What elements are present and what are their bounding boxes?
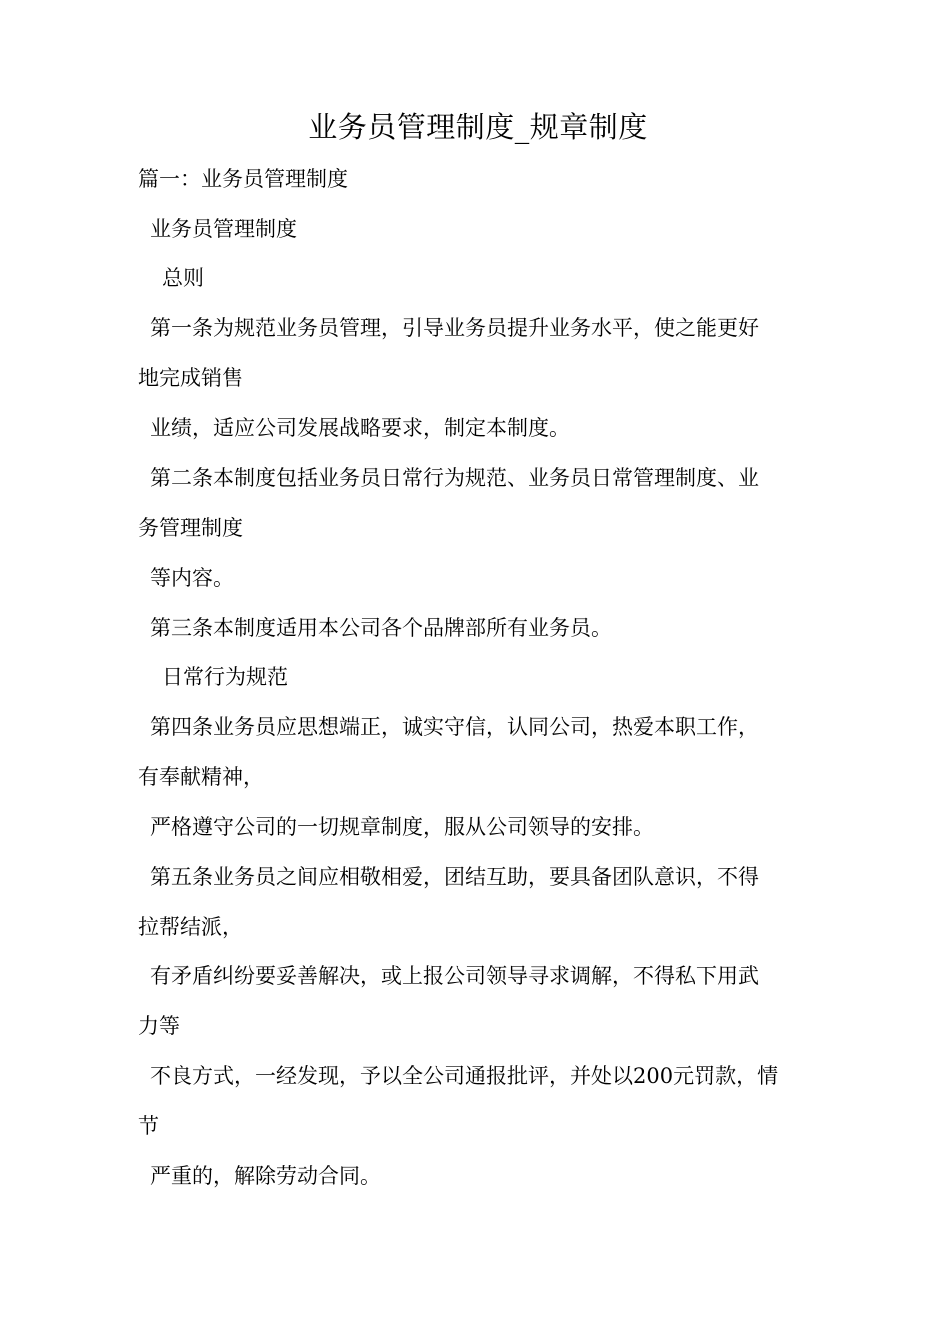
paragraph-line: 节 bbox=[138, 1114, 159, 1138]
subsection-title: 业务员管理制度 bbox=[150, 217, 297, 241]
chapter-heading-general: 总则 bbox=[162, 266, 204, 290]
paragraph-line: 不良方式，一经发现，予以全公司通报批评，并处以200元罚款，情 bbox=[150, 1064, 779, 1088]
paragraph-line: 第二条本制度包括业务员日常行为规范、业务员日常管理制度、业 bbox=[150, 466, 759, 490]
paragraph-line: 第五条业务员之间应相敬相爱，团结互助，要具备团队意识，不得 bbox=[150, 865, 759, 889]
paragraph-line: 第一条为规范业务员管理，引导业务员提升业务水平，使之能更好 bbox=[150, 316, 759, 340]
paragraph-line: 严重的，解除劳动合同。 bbox=[150, 1164, 381, 1188]
paragraph-line: 等内容。 bbox=[150, 566, 234, 590]
paragraph-line: 力等 bbox=[138, 1014, 180, 1038]
paragraph-line: 地完成销售 bbox=[138, 366, 243, 390]
chapter-heading-conduct: 日常行为规范 bbox=[162, 665, 288, 689]
paragraph-line: 第四条业务员应思想端正，诚实守信，认同公司，热爱本职工作， bbox=[150, 715, 759, 739]
document-title: 业务员管理制度_规章制度 bbox=[308, 110, 648, 144]
paragraph-line: 务管理制度 bbox=[138, 516, 243, 540]
paragraph-line: 严格遵守公司的一切规章制度，服从公司领导的安排。 bbox=[150, 815, 654, 839]
paragraph-line: 第三条本制度适用本公司各个品牌部所有业务员。 bbox=[150, 616, 612, 640]
paragraph-line: 有奉献精神， bbox=[138, 765, 264, 789]
paragraph-line: 有矛盾纠纷要妥善解决，或上报公司领导寻求调解，不得私下用武 bbox=[150, 964, 759, 988]
section-heading: 篇一：业务员管理制度 bbox=[138, 167, 348, 191]
paragraph-line: 业绩，适应公司发展战略要求，制定本制度。 bbox=[150, 416, 570, 440]
paragraph-line: 拉帮结派， bbox=[138, 915, 243, 939]
